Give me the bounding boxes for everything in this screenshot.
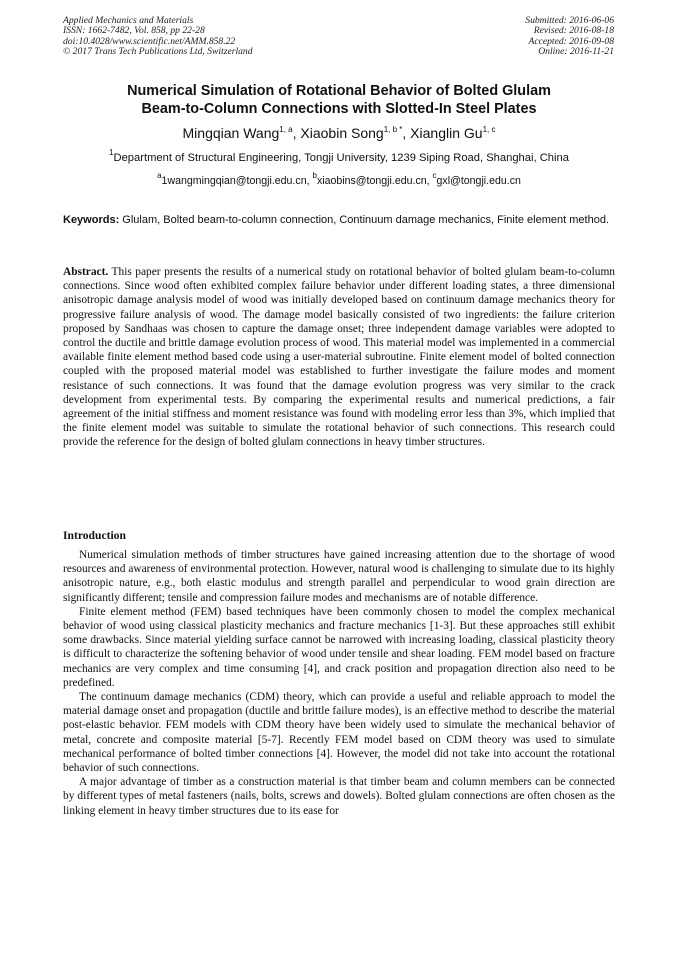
intro-paragraph: A major advantage of timber as a construction material is that timber beam and column members can be connected by different types of metal fasteners (nails, bolts, screws and dowels). Bolted glulam connections are often chosen as the linking element in heavy timber structures due to its ease for [63,776,615,817]
doi-line: doi:10.4028/www.scientific.net/AMM.858.22 [63,35,236,47]
author-name: Xianglin Gu [410,125,483,141]
author-affil-sup: 1, c [482,125,496,134]
journal-name: Applied Mechanics and Materials [63,15,194,26]
introduction-body [63,548,615,818]
author-name: Mingqian Wang [182,125,280,141]
accepted-date: Accepted: 2016-09-08 [528,35,614,47]
introduction-heading: Introduction [63,529,126,542]
intro-paragraph: The continuum damage mechanics (CDM) theory, which can provide a useful and reliable approach to model the material damage onset and propagation (ductile and brittle failure modes), is an effective method to describe the material post-elastic behavior. FEM models with CDM theory have been widely used to simulate the mechanical behavior of metal, concrete and composite material [5-7]. Recently FEM model based on CDM theory was used to simulate mechanical performance of bolted timber connections [4]. However, the model did not take into account the rotational behavior of such connections. [63,691,615,775]
affiliation [63,148,615,165]
email-address: 1wangmingqian@tongji.edu.cn, [161,175,313,187]
author-separator: , [292,125,301,141]
keywords-text: Glulam, Bolted beam-to-column connection, Continuum damage mechanics, Finite element method. [119,214,609,226]
keywords [63,213,615,227]
copyright-line: © 2017 Trans Tech Publications Ltd, Switzerland [63,46,253,58]
email-sup: c [432,171,437,180]
email-address: gxl@tongji.edu.cn [436,175,521,187]
email-address: xiaobins@tongji.edu.cn, [316,175,433,187]
journal-info [63,16,253,58]
author-affil-sup: 1, b * [383,125,403,134]
author-name: Xiaobin Song [300,125,384,141]
abstract-label: Abstract. [63,266,109,278]
abstract-text: This paper presents the results of a numerical study on rotational behavior of bolted glulam beam-to-column connections. Since wood often exhibited complex failure behavior under different loading states, a three dimensional anisotropic damage analysis model of wood was initially developed based on continuum damage mechanics theory for progressive failure analysis of wood. The damage model basically consisted of two ingredients: the failure criterion proposed by Sandhaas was chosen to capture the damage onset; three independent damage variables were adopted to control the ductile and brittle damage evolution process of wood. This material model was implemented in a commercial available finite element method based code using a user-material subroutine. Finite element model of bolted connection coupled with the proposed material model was established to further investigate the failure modes and moment resistance of such connections. It was found that the damage evolution progress was very similar to the crack development from experimental tests. By comparing the experimental results and numerical predictions, a fair agreement of the initial stiffness and moment resistance was found with modeling error less than 3%, which implied that the finite element model was suitable to simulate the rotational behavior of such connections. This research could provide the reference for the design of bolted glulam connections in heavy timber structures. [63,266,615,449]
submitted-date: Submitted: 2016-06-06 [525,15,614,26]
paper-title [63,82,615,118]
author-separator: , [402,125,411,141]
keywords-label: Keywords: [63,214,120,226]
intro-paragraph: Numerical simulation methods of timber structures have gained increasing attention due to the shortage of wood resources and awareness of environmental protection. However, natural wood is challenging to simulate due to its highly anisotropic nature, e.g., both elastic modulus and strength parallel and perpendicular to wood grain direction are significantly different; tensile and compression failure modes and mechanisms are of notable difference. [63,549,615,604]
email-sup: a [157,171,162,180]
online-date: Online: 2016-11-21 [538,46,614,58]
intro-paragraph: Finite element method (FEM) based techniques have been commonly chosen to model the complex mechanical behavior of wood using classical plasticity mechanics and fracture mechanics [1-3]. But these approaches still exhibit some drawbacks. Since material yielding surface cannot be narrowed with increasing loading, classical plasticity theory is difficult to characterize the softening behavior of wood under tensile and shear loading. FEM model based on fracture mechanics are very complex and time consuming [4], and crack position and propagation direction also need to be predefined. [63,605,615,689]
email-sup: b [312,171,317,180]
email-list [63,171,615,188]
title-line-1: Numerical Simulation of Rotational Behavior of Bolted Glulam [127,83,551,99]
affiliation-text: Department of Structural Engineering, Tongji University, 1239 Siping Road, Shanghai, China [113,152,569,164]
title-line-2: Beam-to-Column Connections with Slotted-In Steel Plates [141,101,537,117]
issn-line: ISSN: 1662-7482, Vol. 858, pp 22-28 [63,25,205,37]
author-list [63,124,615,142]
author-affil-sup: 1, a [279,125,293,134]
abstract [63,265,615,450]
submission-dates [525,16,614,58]
revised-date: Revised: 2016-08-18 [533,25,614,37]
affiliation-sup: 1 [109,148,114,157]
